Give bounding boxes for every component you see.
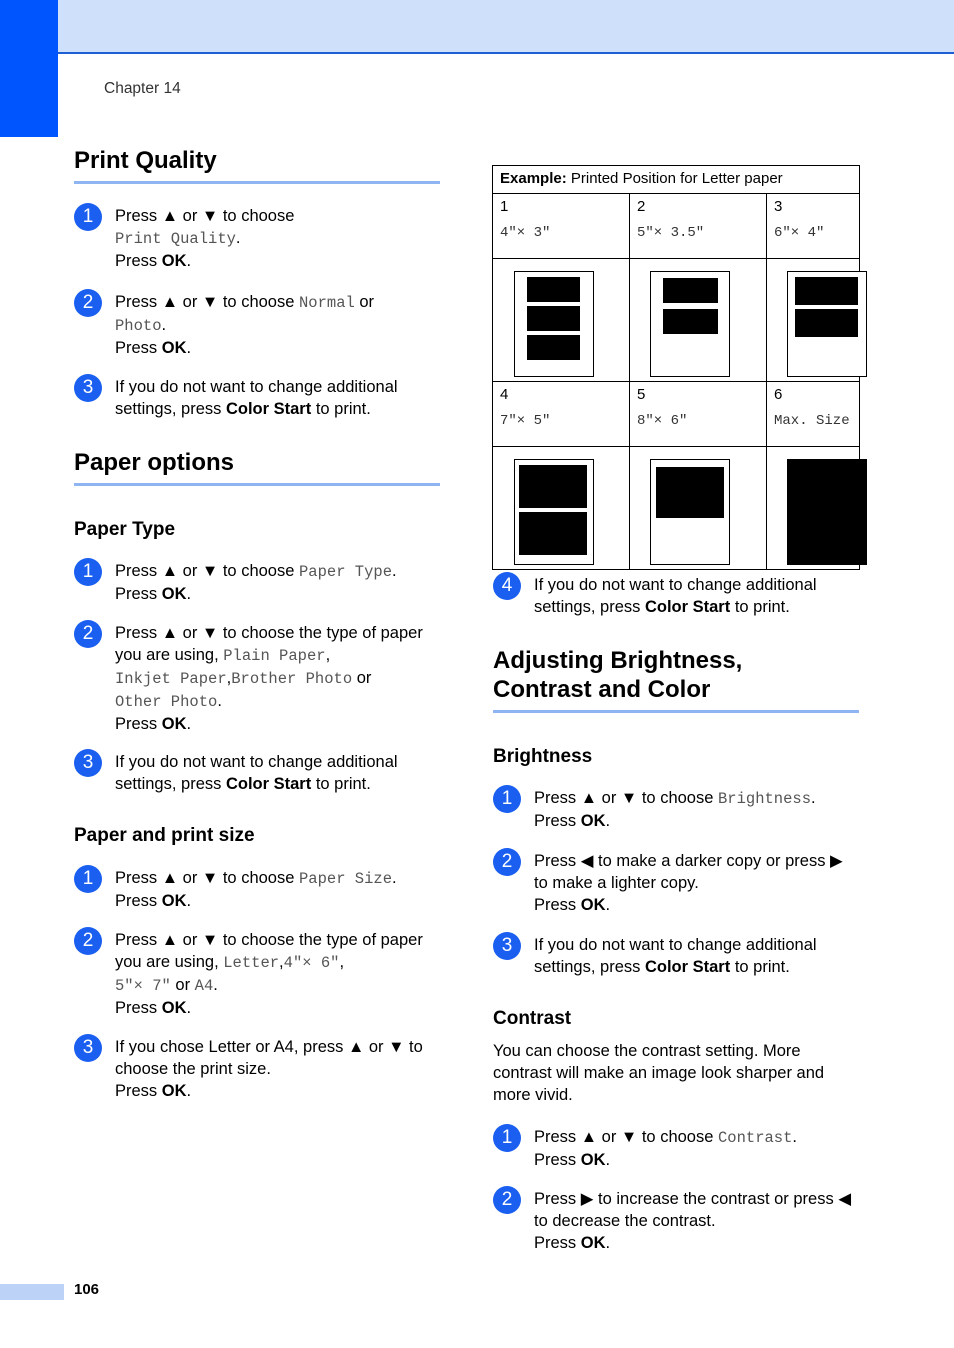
step-number-icon: 2	[74, 289, 102, 317]
br-step-3: 3 If you do not want to change additional settings, press Color Start to print.	[493, 934, 859, 978]
layout-diagram-5x3.5	[630, 259, 767, 382]
step-number-icon: 2	[74, 927, 102, 955]
step-number-icon: 3	[74, 1034, 102, 1062]
layout-diagram-8x6	[630, 447, 767, 570]
step-number-icon: 1	[74, 203, 102, 231]
adjusting-heading	[493, 646, 859, 713]
footer-bar	[0, 1284, 64, 1300]
table-cell: 2 5"× 3.5"	[630, 194, 767, 259]
pt-step-2: 2 Press ▲ or ▼ to choose the type of paper you are using, Plain Paper, Inkjet Paper,Brother Photo or Other Photo. Press OK.	[74, 622, 440, 735]
br-step-1: 1 Press ▲ or ▼ to choose Brightness. Press OK.	[493, 787, 859, 832]
ps-step-1: 1 Press ▲ or ▼ to choose Paper Size. Press OK.	[74, 867, 440, 912]
table-title: Example: Printed Position for Letter paper	[493, 166, 860, 194]
section-title-print-quality: Print Quality	[74, 146, 440, 184]
step-number-icon: 2	[493, 848, 521, 876]
br-step-2: 2 Press ◀ to make a darker copy or press ▶ to make a lighter copy. Press OK.	[493, 850, 859, 916]
chapter-label: Chapter 14	[104, 80, 181, 97]
pq-step-2: 2 Press ▲ or ▼ to choose Normal or Photo. Press OK.	[74, 291, 440, 359]
paper-options-heading	[74, 448, 440, 486]
step-number-icon: 3	[74, 749, 102, 777]
layout-diagram-6x4	[767, 259, 860, 382]
step-number-icon: 1	[74, 865, 102, 893]
table-cell: 1 4"× 3"	[493, 194, 630, 259]
step-number-icon: 3	[74, 374, 102, 402]
pt-step-3: 3 If you do not want to change additional settings, press Color Start to print.	[74, 751, 440, 795]
step-number-icon: 2	[493, 1186, 521, 1214]
step-number-icon: 2	[74, 620, 102, 648]
pt-step-1: 1 Press ▲ or ▼ to choose Paper Type. Press OK.	[74, 560, 440, 605]
pq-step-1: 1 Press ▲ or ▼ to choose Print Quality. Press OK.	[74, 205, 440, 272]
paper-size-heading: Paper and print size	[74, 825, 255, 846]
step-number-icon: 3	[493, 932, 521, 960]
left-column	[74, 146, 440, 184]
step-4: 4 If you do not want to change additional settings, press Color Start to print.	[493, 574, 859, 618]
table-cell: 6 Max. Size	[767, 382, 860, 447]
brightness-heading: Brightness	[493, 746, 593, 767]
chapter-tab	[0, 0, 58, 137]
section-title-paper-options: Paper options	[74, 448, 440, 486]
paper-type-heading: Paper Type	[74, 519, 176, 540]
menu-value: Print Quality	[115, 230, 236, 248]
section-title-adjusting: Adjusting Brightness, Contrast and Color	[493, 646, 859, 713]
table-cell: 4 7"× 5"	[493, 382, 630, 447]
step-number-icon: 1	[74, 558, 102, 586]
ps-step-2: 2 Press ▲ or ▼ to choose the type of paper you are using, Letter,4"× 6", 5"× 7" or A4. Press OK.	[74, 929, 440, 1019]
table-cell: 5 8"× 6"	[630, 382, 767, 447]
ct-step-2: 2 Press ▶ to increase the contrast or press ◀ to decrease the contrast. Press OK.	[493, 1188, 859, 1254]
contrast-intro: You can choose the contrast setting. More contrast will make an image look sharper and more vivid.	[493, 1042, 825, 1104]
page-number: 106	[74, 1281, 100, 1298]
ps-step-3: 3 If you chose Letter or A4, press ▲ or ▼ to choose the print size. Press OK.	[74, 1036, 440, 1102]
layout-diagram-max-size	[767, 447, 860, 570]
print-position-table	[492, 165, 860, 570]
layout-diagram-4x3	[493, 259, 630, 382]
step-number-icon: 1	[493, 1124, 521, 1152]
ct-step-1: 1 Press ▲ or ▼ to choose Contrast. Press OK.	[493, 1126, 859, 1171]
header-bar	[58, 0, 954, 54]
layout-diagram-7x5	[493, 447, 630, 570]
contrast-heading: Contrast	[493, 1008, 572, 1029]
pq-step-3: 3 If you do not want to change additional settings, press Color Start to print.	[74, 376, 440, 420]
step-number-icon: 1	[493, 785, 521, 813]
step-number-icon: 4	[493, 572, 521, 600]
table-cell: 3 6"× 4"	[767, 194, 860, 259]
